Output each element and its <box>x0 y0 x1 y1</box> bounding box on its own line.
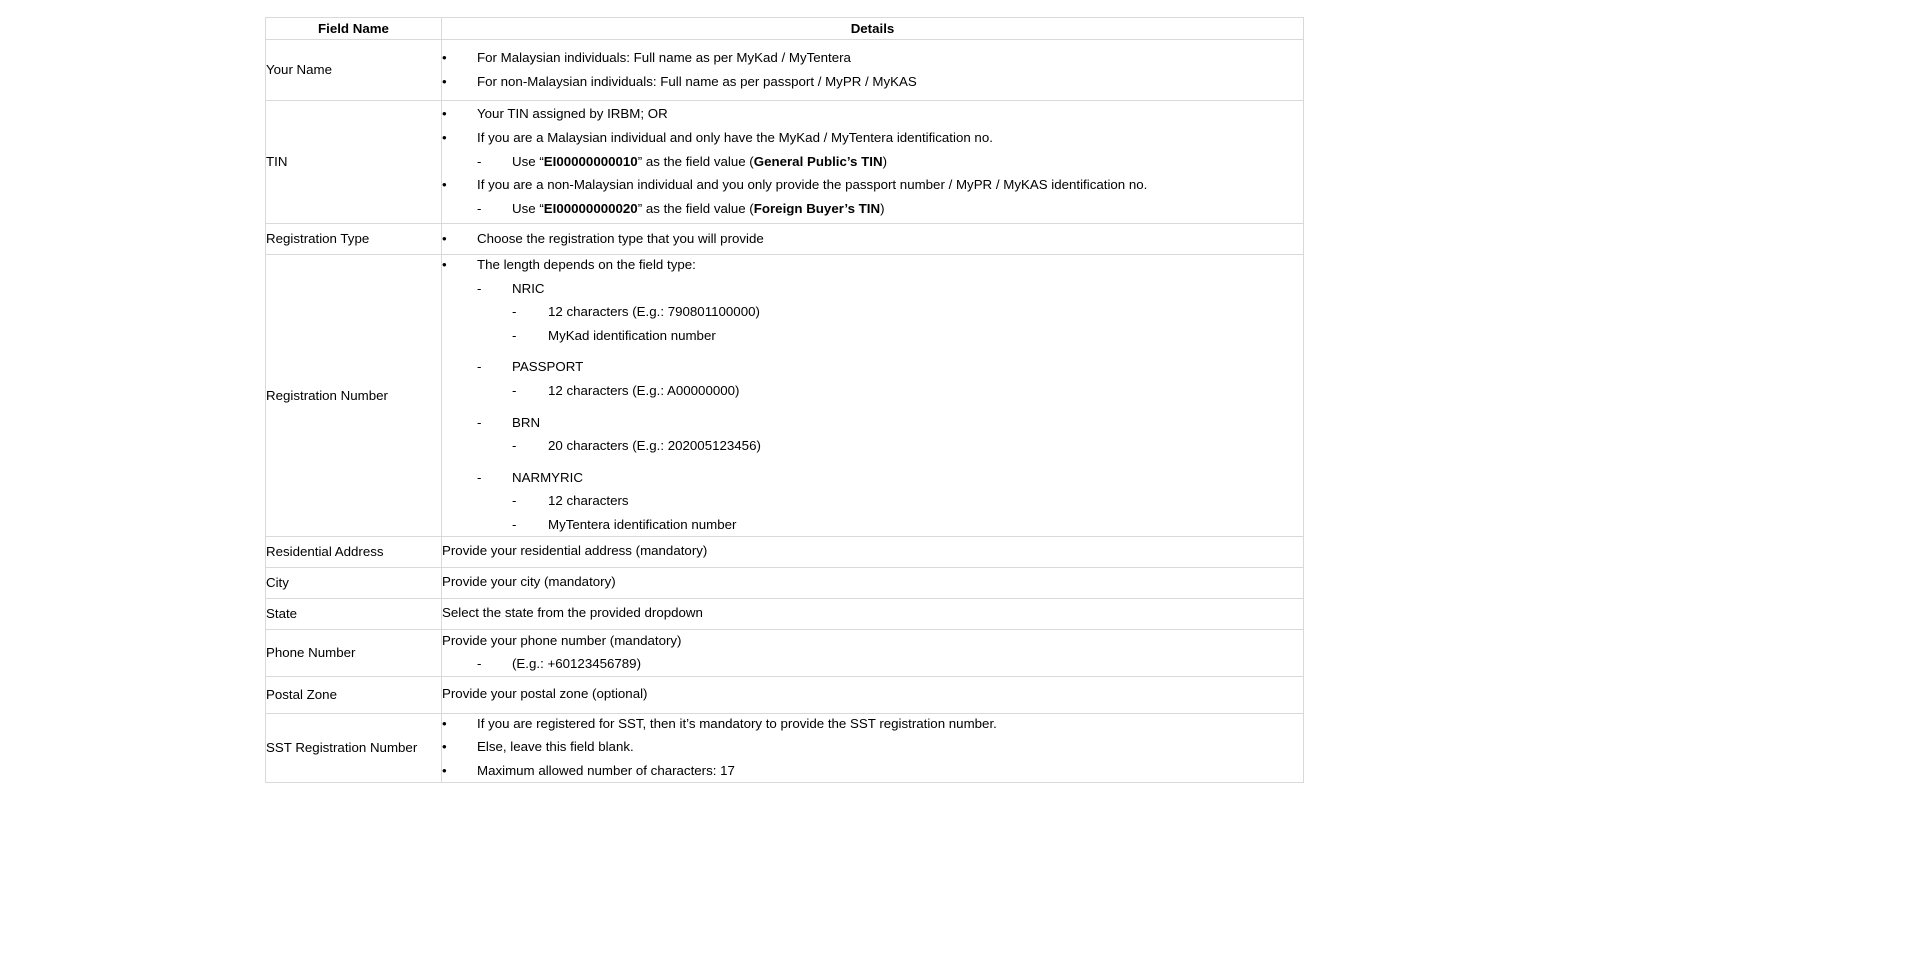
details-line-text: Provide your city (mandatory) <box>442 574 616 590</box>
details-line-text: Provide your postal zone (optional) <box>442 686 648 702</box>
column-header-field-name: Field Name <box>266 18 442 40</box>
table-row <box>266 40 1304 101</box>
dash-icon: - <box>512 493 517 509</box>
field-reference-table <box>265 17 1304 783</box>
details-cell <box>442 676 1304 713</box>
details-line <box>442 72 1303 93</box>
field-name-label: TIN <box>266 154 288 170</box>
details-line <box>442 714 1303 735</box>
details-line <box>442 515 1303 536</box>
field-name-label: Your Name <box>266 62 333 78</box>
table-row <box>266 713 1304 782</box>
field-name-cell <box>266 567 442 598</box>
field-name-cell <box>266 255 442 537</box>
details-line <box>442 737 1303 758</box>
bullet-icon: • <box>442 763 447 778</box>
details-line-text: 20 characters (E.g.: 202005123456) <box>548 438 761 454</box>
field-name-label: Phone Number <box>266 645 356 661</box>
details-line-text: NRIC <box>512 280 545 296</box>
details-cell <box>442 598 1304 629</box>
table-row <box>266 255 1304 537</box>
details-cell <box>442 567 1304 598</box>
dash-icon: - <box>512 383 517 399</box>
details-line-text: Provide your phone number (mandatory) <box>442 632 682 648</box>
details-line <box>442 255 1303 276</box>
table-row <box>266 676 1304 713</box>
field-name-cell <box>266 224 442 255</box>
details-line <box>442 279 1303 300</box>
details-line <box>442 413 1303 434</box>
field-name-label: SST Registration Number <box>266 740 418 756</box>
details-cell <box>442 536 1304 567</box>
dash-icon: - <box>512 327 517 343</box>
details-line <box>442 654 1303 675</box>
details-line <box>442 229 1303 250</box>
details-line-list <box>442 603 1303 624</box>
bullet-icon: • <box>442 715 447 731</box>
field-name-label: State <box>266 606 298 622</box>
dash-icon: - <box>477 280 482 296</box>
details-line <box>442 541 1303 562</box>
details-line-list <box>442 255 1303 536</box>
details-cell <box>442 713 1304 782</box>
details-line-text: Select the state from the provided dropdown <box>442 605 703 621</box>
details-line-text: NARMYRIC <box>512 469 583 485</box>
details-line <box>442 326 1303 347</box>
details-line-list <box>442 714 1303 782</box>
details-line <box>442 104 1303 125</box>
field-name-cell <box>266 40 442 101</box>
field-name-label: City <box>266 575 289 591</box>
details-cell <box>442 255 1304 537</box>
details-line-list <box>442 229 1303 250</box>
dash-icon: - <box>477 153 482 169</box>
details-line-list <box>442 48 1303 92</box>
details-cell <box>442 224 1304 255</box>
details-line-text: (E.g.: +60123456789) <box>512 656 642 672</box>
table-header-row <box>266 18 1304 40</box>
dash-icon: - <box>512 517 517 533</box>
details-line-text: If you are a non-Malaysian individual and you only provide the passport number / MyPR / MyKAS identification no. <box>477 177 1148 193</box>
details-line-text: If you are registered for SST, then it’s mandatory to provide the SST registration number. <box>477 715 997 731</box>
details-line <box>442 302 1303 323</box>
details-line <box>442 603 1303 624</box>
details-line-list <box>442 631 1303 675</box>
field-name-cell <box>266 629 442 676</box>
details-line-text: BRN <box>512 414 541 430</box>
details-line-text: Choose the registration type that you will provide <box>477 230 764 246</box>
table-row <box>266 101 1304 224</box>
table-row <box>266 598 1304 629</box>
dash-icon: - <box>477 200 482 216</box>
table-body <box>266 40 1304 783</box>
details-line <box>442 175 1303 196</box>
details-line-text: 12 characters (E.g.: A00000000) <box>548 383 740 399</box>
dash-icon: - <box>477 656 482 672</box>
dash-icon: - <box>477 414 482 430</box>
details-line-list <box>442 541 1303 562</box>
details-line-list <box>442 104 1303 219</box>
dash-icon: - <box>477 469 482 485</box>
details-line <box>442 199 1303 220</box>
details-line-text: If you are a Malaysian individual and only have the MyKad / MyTentera identification no. <box>477 130 993 146</box>
field-name-cell <box>266 598 442 629</box>
bullet-icon: • <box>442 177 447 193</box>
table-header <box>266 18 1304 40</box>
bullet-icon: • <box>442 257 447 272</box>
details-line-text: Provide your residential address (mandatory) <box>442 543 708 559</box>
details-line <box>442 572 1303 593</box>
bullet-icon: • <box>442 130 447 146</box>
details-line-text: MyKad identification number <box>548 327 716 343</box>
details-line-text: Use “EI00000000020” as the field value (Foreign Buyer’s TIN) <box>512 200 885 216</box>
details-line-list <box>442 572 1303 593</box>
details-line-text: Use “EI00000000010” as the field value (General Public’s TIN) <box>512 153 888 169</box>
details-line <box>442 684 1303 705</box>
details-line-text: 12 characters <box>548 493 629 509</box>
dash-icon: - <box>512 438 517 454</box>
bullet-icon: • <box>442 49 447 65</box>
field-name-cell <box>266 536 442 567</box>
bullet-icon: • <box>442 230 447 246</box>
details-line-list <box>442 684 1303 705</box>
table-row <box>266 629 1304 676</box>
dash-icon: - <box>512 304 517 320</box>
details-line <box>442 761 1303 782</box>
details-line <box>442 152 1303 173</box>
details-line-text: Your TIN assigned by IRBM; OR <box>477 106 668 122</box>
details-cell <box>442 101 1304 224</box>
details-line <box>442 468 1303 489</box>
bullet-icon: • <box>442 739 447 755</box>
details-line <box>442 631 1303 652</box>
field-name-cell <box>266 713 442 782</box>
field-name-label: Registration Type <box>266 231 370 247</box>
field-name-cell <box>266 676 442 713</box>
details-line <box>442 128 1303 149</box>
details-line <box>442 436 1303 457</box>
details-line-text: Maximum allowed number of characters: 17 <box>477 763 735 778</box>
details-line-text: 12 characters (E.g.: 790801100000) <box>548 304 760 320</box>
details-line <box>442 491 1303 512</box>
details-line-text: The length depends on the field type: <box>477 257 696 272</box>
field-name-label: Postal Zone <box>266 687 337 703</box>
bullet-icon: • <box>442 73 447 89</box>
details-line <box>442 381 1303 402</box>
details-cell <box>442 40 1304 101</box>
column-header-details: Details <box>442 18 1304 40</box>
details-line-text: For non-Malaysian individuals: Full name as per passport / MyPR / MyKAS <box>477 73 917 89</box>
field-name-label: Residential Address <box>266 544 384 560</box>
field-name-cell <box>266 101 442 224</box>
details-line-text: MyTentera identification number <box>548 517 737 533</box>
details-line-text: For Malaysian individuals: Full name as per MyKad / MyTentera <box>477 49 851 65</box>
bullet-icon: • <box>442 106 447 122</box>
table-row <box>266 224 1304 255</box>
details-line-text: Else, leave this field blank. <box>477 739 634 755</box>
details-cell <box>442 629 1304 676</box>
table-row <box>266 536 1304 567</box>
field-name-label: Registration Number <box>266 387 388 403</box>
dash-icon: - <box>477 359 482 375</box>
details-line-text: PASSPORT <box>512 359 584 375</box>
details-line <box>442 48 1303 69</box>
table-row <box>266 567 1304 598</box>
details-line <box>442 357 1303 378</box>
